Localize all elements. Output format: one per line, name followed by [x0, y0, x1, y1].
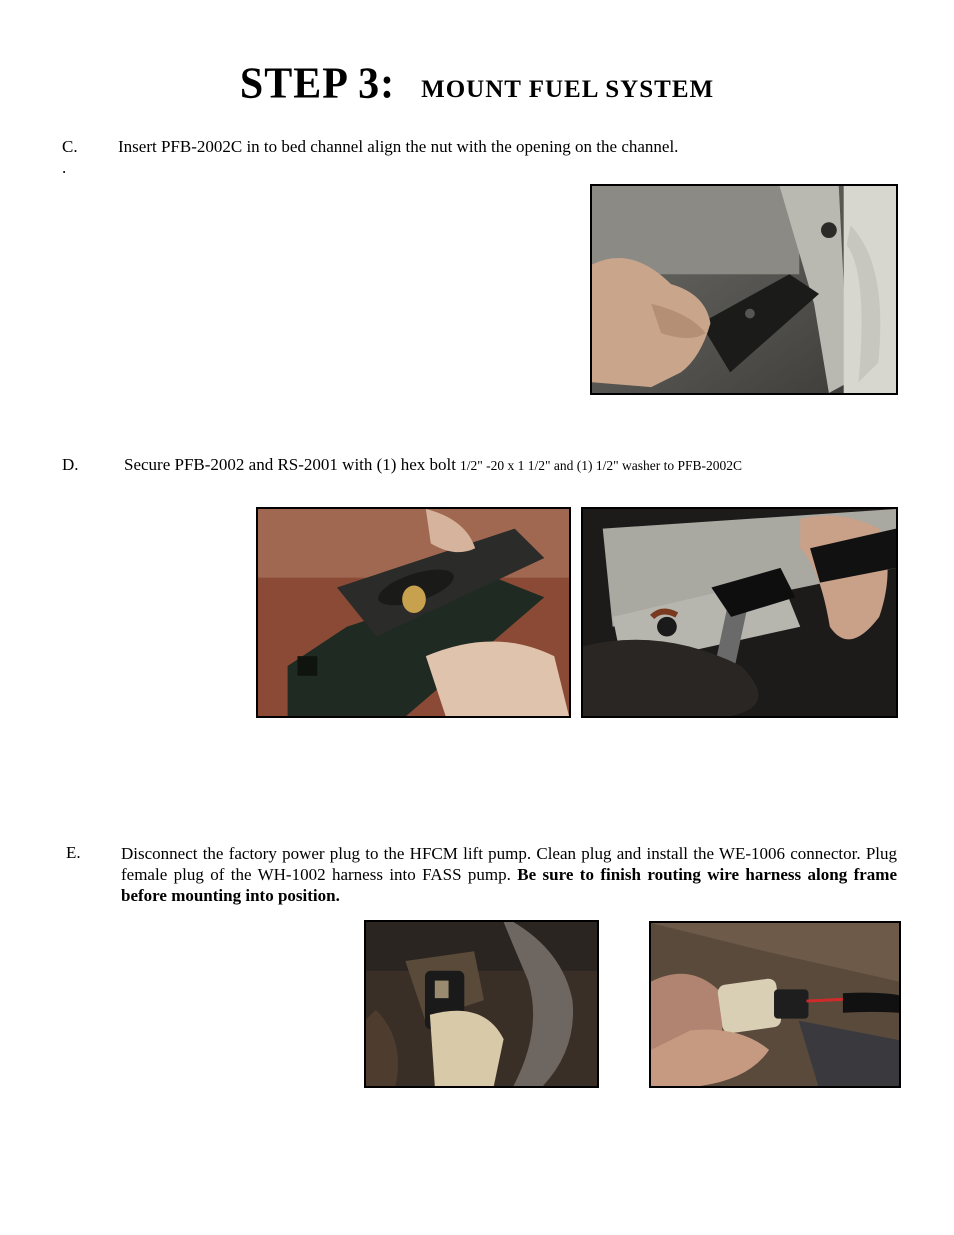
- page-title: [0, 60, 954, 108]
- title-step: STEP 3:: [239, 59, 396, 109]
- step-c-letter: C.: [62, 137, 78, 156]
- step-d-spec: 1/2" -20 x 1 1/2" and (1) 1/2" washer to PFB-2002C: [459, 458, 742, 473]
- step-c-text: Insert PFB-2002C in to bed channel align the nut with the opening on the channel.: [118, 137, 679, 156]
- photo-tightening-bolt: [581, 507, 898, 718]
- photo-factory-plug: [364, 920, 599, 1088]
- title-subtitle: MOUNT FUEL SYSTEM: [421, 76, 715, 103]
- step-e-text: [121, 843, 897, 906]
- photo-bracket-with-bolt: [256, 507, 571, 718]
- step-e-letter: E.: [66, 843, 81, 862]
- photo-bracket-in-channel: [590, 184, 898, 395]
- step-d-instruction: [124, 455, 884, 475]
- photo-connector-installed: [649, 921, 901, 1088]
- step-e-text-bold: Be sure to finish routing wire harness along frame before mounting into position.: [121, 865, 898, 905]
- step-e-text-normal: Disconnect the factory power plug to the HFCM lift pump. Clean plug and install the WE-1006 connector. Plug female plug of the WH-1002 harness into FASS pump.: [121, 844, 897, 884]
- step-c-dot: .: [62, 158, 67, 177]
- step-d-text: Secure PFB-2002 and RS-2001 with (1) hex bolt: [124, 455, 456, 474]
- step-d-letter: D.: [62, 455, 79, 474]
